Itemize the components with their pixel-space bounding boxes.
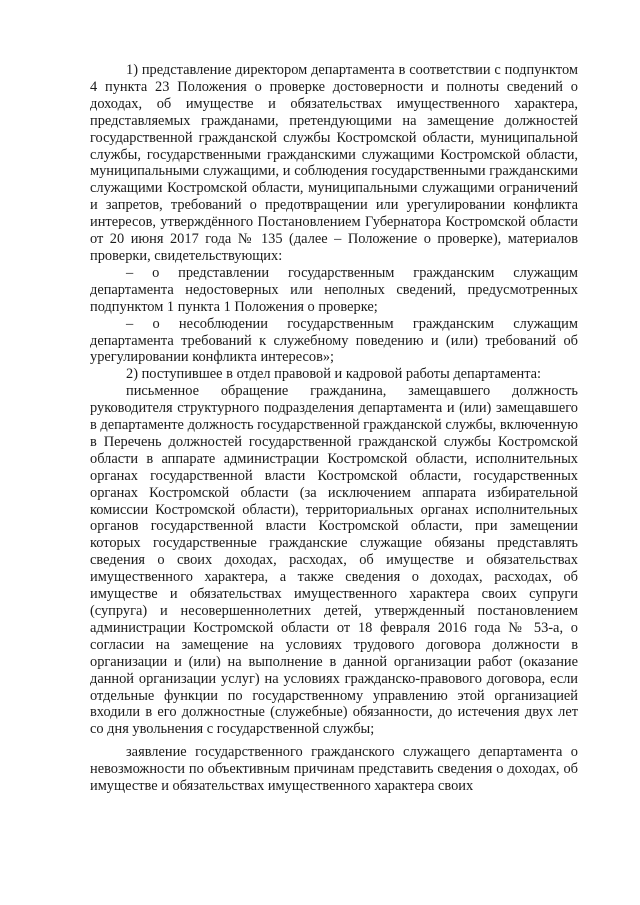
paragraph-employee-statement: заявление государственного гражданского служащего департамента о невозможности по объективным причинам представить сведения о доходах, об имуществе и обязательствах имущественного характера своих bbox=[90, 744, 578, 795]
paragraph-item-1-representation: 1) представление директором департамента в соответствии с подпунктом 4 пункта 23 Положения о проверке достоверности и полноты сведений о доходах, об имуществе и обязательствах имущественного характера, представляемых гражданами, претендующими на замещение должностей государственной гражданской службы Костромской области, муниципальной службы, государственными гражданскими служащими Костромской области, муниципальными служащими, и соблюдения государственными гражданскими служащими Костромской области, муниципальными служащими ограничений и запретов, требований о предотвращении или урегулировании конфликта интересов, утверждённого Постановлением Губернатора Костромской области от 20 июня 2017 года № 135 (далее – Положение о проверке), материалов проверки, свидетельствующих: bbox=[90, 62, 578, 264]
document-body bbox=[90, 62, 578, 795]
paragraph-dash-non-compliance: – о несоблюдении государственным гражданским служащим департамента требований к служебному поведению и (или) требований об урегулировании конфликта интересов»; bbox=[90, 315, 578, 366]
paragraph-dash-unreliable-info: – о представлении государственным гражданским служащим департамента недостоверных или неполных сведений, предусмотренных подпунктом 1 пункта 1 Положения о проверке; bbox=[90, 264, 578, 315]
paragraph-written-appeal: письменное обращение гражданина, замещавшего должность руководителя структурного подразделения департамента и (или) замещавшего в департаменте должность государственной гражданской службы, включенную в Перечень должностей государственной гражданской службы Костромской области в аппарате администрации Костромской области, исполнительных органах государственной власти Костромской области, государственных органах Костромской области (за исключением аппарата избирательной комиссии Костромской области), территориальных органах исполнительных органов государственной власти Костромской области, при замещении которых государственные гражданские служащие обязаны представлять сведения о своих доходах, расходах, об имуществе и обязательствах имущественного характера, а также сведения о доходах, расходах, об имуществе и обязательствах имущественного характера своих супруги (супруга) и несовершеннолетних детей, утвержденный постановлением администрации Костромской области от 18 февраля 2016 года № 53-а, о согласии на замещение на условиях трудового договора должности в организации и (или) на выполнение в данной организации работ (оказание данной организации услуг) на условиях гражданско-правового договора, если отдельные функции по государственному управлению этой организацией входили в его должностные (служебные) обязанности, до истечения двух лет со дня увольнения с государственной службы; bbox=[90, 383, 578, 738]
paragraph-item-2-received: 2) поступившее в отдел правовой и кадровой работы департамента: bbox=[126, 366, 542, 383]
